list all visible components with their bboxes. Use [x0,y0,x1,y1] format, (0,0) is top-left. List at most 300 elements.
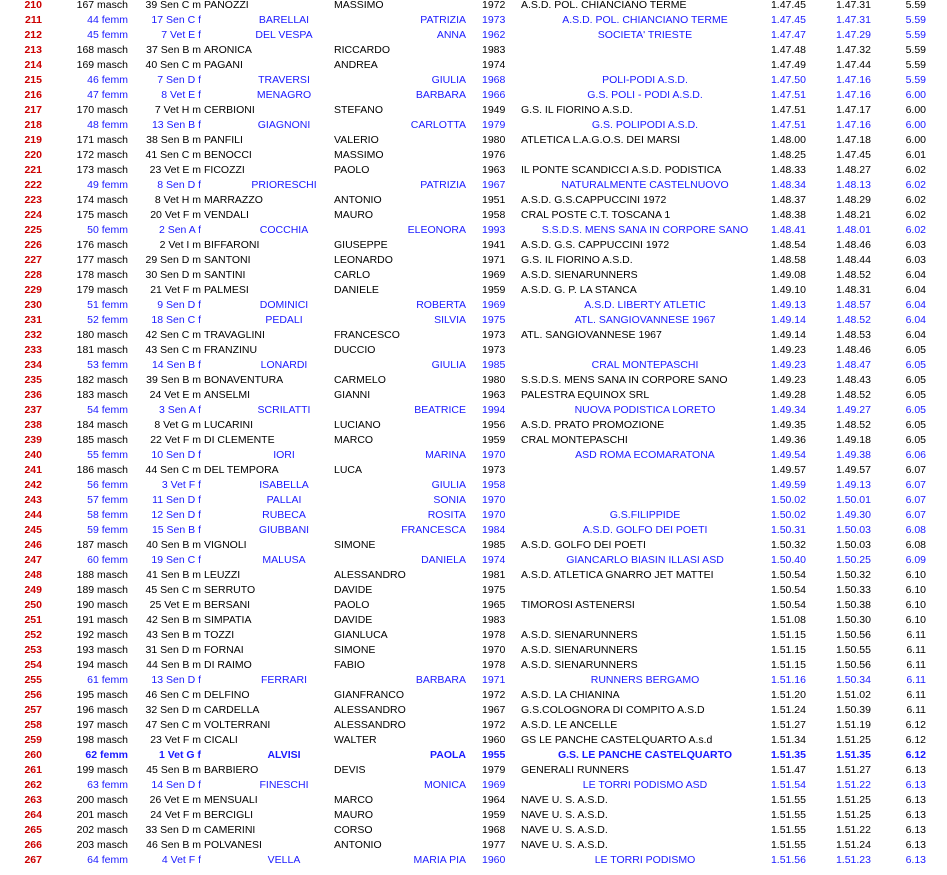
birth-year-cell: 1955 [482,749,506,761]
pace-cell: 6.04 [905,329,926,341]
gun-time-cell: 1.47.47 [770,29,806,41]
birth-year-cell: 1979 [482,119,506,131]
surname-cell: CERBIONI [204,104,255,116]
team-name-cell: GS LE PANCHE CASTELQUARTO A.s.d [521,734,713,746]
birth-year-cell: 1971 [482,254,506,266]
pace-cell: 6.07 [905,509,926,521]
overall-position-cell: 240 [24,449,42,461]
overall-position-cell: 238 [24,419,42,431]
net-time-cell: 1.50.30 [835,614,871,626]
net-time-cell: 1.51.02 [835,689,871,701]
pace-cell: 6.05 [905,434,926,446]
birth-year-cell: 1984 [482,524,506,536]
net-time-cell: 1.47.16 [835,89,871,101]
pace-cell: 6.12 [905,734,926,746]
first-name-cell: ROBERTA [416,299,466,311]
net-time-cell: 1.50.55 [835,644,871,656]
surname-cell: COCCHIA [259,224,309,236]
pace-cell: 5.59 [905,29,926,41]
team-name-cell: SOCIETA' TRIESTE [597,29,693,41]
gender-rank-cell: 194 masch [76,659,128,671]
gender-rank-cell: 202 masch [76,824,128,836]
surname-cell: ALVISI [267,749,301,761]
pace-cell: 6.08 [905,539,926,551]
net-time-cell: 1.47.16 [835,119,871,131]
first-name-cell: MARCO [334,794,374,806]
net-time-cell: 1.49.57 [835,464,871,476]
pace-cell: 6.05 [905,344,926,356]
pace-cell: 6.00 [905,134,926,146]
table-row [0,388,947,403]
category-rank-cell: 41 Sen B m [146,569,201,581]
team-name-cell: G.S. LE PANCHE CASTELQUARTO [557,749,733,761]
gun-time-cell: 1.48.41 [770,224,806,236]
gun-time-cell: 1.48.33 [770,164,806,176]
table-row [0,778,947,793]
gender-rank-cell: 177 masch [76,254,128,266]
category-rank-cell: 8 Vet E f [161,89,201,101]
pace-cell: 5.59 [905,59,926,71]
table-row [0,418,947,433]
category-rank-cell: 33 Sen D m [145,824,201,836]
pace-cell: 6.13 [905,794,926,806]
net-time-cell: 1.47.17 [835,104,871,116]
first-name-cell: FABIO [334,659,365,671]
overall-position-cell: 259 [24,734,42,746]
gun-time-cell: 1.50.54 [770,599,806,611]
gender-rank-cell: 44 femm [87,14,128,26]
gender-rank-cell: 189 masch [76,584,128,596]
category-rank-cell: 4 Vet F f [161,854,201,866]
pace-cell: 6.13 [905,764,926,776]
overall-position-cell: 248 [24,569,42,581]
team-name-cell: A.S.D. G. P. LA STANCA [521,284,637,296]
pace-cell: 6.02 [905,194,926,206]
table-row [0,73,947,88]
overall-position-cell: 221 [24,164,42,176]
gun-time-cell: 1.49.34 [770,404,806,416]
birth-year-cell: 1970 [482,644,506,656]
table-row [0,268,947,283]
surname-cell: TOZZI [204,629,235,641]
pace-cell: 6.11 [906,644,926,656]
surname-cell: BERSANI [204,599,251,611]
net-time-cell: 1.48.21 [835,209,871,221]
team-name-cell: LE TORRI PODISMO [594,854,696,866]
table-row [0,643,947,658]
category-rank-cell: 19 Sen C f [151,554,201,566]
gender-rank-cell: 54 femm [87,404,128,416]
surname-cell: VIGNOLI [204,539,247,551]
overall-position-cell: 253 [24,644,42,656]
pace-cell: 6.02 [905,164,926,176]
surname-cell: SIMPATIA [204,614,252,626]
gender-rank-cell: 169 masch [76,59,128,71]
table-row [0,628,947,643]
birth-year-cell: 1941 [482,239,506,251]
net-time-cell: 1.48.27 [835,164,871,176]
first-name-cell: CARLOTTA [410,119,466,131]
gender-rank-cell: 196 masch [76,704,128,716]
category-rank-cell: 21 Vet F m [150,284,201,296]
team-name-cell: A.S.D. LIBERTY ATLETIC [584,299,706,311]
gender-rank-cell: 171 masch [76,134,128,146]
net-time-cell: 1.48.46 [835,239,871,251]
net-time-cell: 1.50.25 [835,554,871,566]
birth-year-cell: 1975 [482,584,506,596]
first-name-cell: MAURO [334,809,374,821]
pace-cell: 6.11 [906,659,926,671]
birth-year-cell: 1972 [482,0,506,11]
surname-cell: CICALI [204,734,238,746]
team-name-cell: G.S.COLOGNORA DI COMPITO A.S.D [521,704,705,716]
birth-year-cell: 1994 [482,404,506,416]
category-rank-cell: 15 Sen B f [151,524,201,536]
overall-position-cell: 223 [24,194,42,206]
gun-time-cell: 1.50.40 [770,554,806,566]
pace-cell: 6.11 [906,704,926,716]
table-row [0,193,947,208]
overall-position-cell: 213 [24,44,42,56]
surname-cell: BENOCCI [204,149,252,161]
surname-cell: MENSUALI [204,794,258,806]
team-name-cell: NAVE U. S. A.S.D. [521,839,608,851]
pace-cell: 6.05 [905,359,926,371]
surname-cell: FICOZZI [204,164,245,176]
first-name-cell: PATRIZIA [420,14,466,26]
gun-time-cell: 1.50.31 [770,524,806,536]
table-row [0,658,947,673]
team-name-cell: GENERALI RUNNERS [521,764,629,776]
surname-cell: RUBECA [262,509,306,521]
overall-position-cell: 249 [24,584,42,596]
gender-rank-cell: 63 femm [87,779,128,791]
gun-time-cell: 1.49.10 [770,284,806,296]
first-name-cell: BARBARA [415,89,466,101]
net-time-cell: 1.50.34 [835,674,871,686]
gender-rank-cell: 190 masch [76,599,128,611]
birth-year-cell: 1983 [482,44,506,56]
net-time-cell: 1.48.47 [835,359,871,371]
net-time-cell: 1.51.24 [835,839,871,851]
gender-rank-cell: 176 masch [76,239,128,251]
category-rank-cell: 1 Vet G f [158,749,201,761]
pace-cell: 6.11 [906,674,926,686]
birth-year-cell: 1985 [482,539,506,551]
overall-position-cell: 228 [24,269,42,281]
surname-cell: DELFINO [204,689,250,701]
category-rank-cell: 7 Sen D f [157,74,201,86]
overall-position-cell: 241 [24,464,42,476]
pace-cell: 6.09 [905,554,926,566]
surname-cell: POLVANESI [204,839,262,851]
birth-year-cell: 1978 [482,629,506,641]
gender-rank-cell: 50 femm [87,224,128,236]
birth-year-cell: 1973 [482,464,506,476]
team-name-cell: NUOVA PODISTICA LORETO [574,404,716,416]
overall-position-cell: 225 [24,224,42,236]
table-row [0,508,947,523]
net-time-cell: 1.48.46 [835,344,871,356]
first-name-cell: GIULIA [431,359,466,371]
team-name-cell: A.S.D. SIENARUNNERS [521,629,638,641]
table-row [0,598,947,613]
team-name-cell: A.S.D. GOLFO DEI POETI [521,539,646,551]
pace-cell: 6.05 [905,374,926,386]
gender-rank-cell: 200 masch [76,794,128,806]
surname-cell: TRAVERSI [258,74,310,86]
category-rank-cell: 47 Sen C m [145,719,201,731]
overall-position-cell: 266 [24,839,42,851]
gender-rank-cell: 178 masch [76,269,128,281]
surname-cell: PANOZZI [204,0,249,11]
net-time-cell: 1.47.32 [835,44,871,56]
table-row [0,568,947,583]
gender-rank-cell: 172 masch [76,149,128,161]
overall-position-cell: 237 [24,404,42,416]
table-row [0,148,947,163]
net-time-cell: 1.48.44 [835,254,871,266]
team-name-cell: POLI-PODI A.S.D. [602,74,688,86]
team-name-cell: A.S.D. LA CHIANINA [521,689,620,701]
surname-cell: SANTONI [204,254,251,266]
pace-cell: 6.05 [905,389,926,401]
overall-position-cell: 247 [24,554,42,566]
surname-cell: BARBIERO [204,764,259,776]
birth-year-cell: 1966 [482,89,506,101]
overall-position-cell: 230 [24,299,42,311]
gun-time-cell: 1.51.15 [770,659,806,671]
category-rank-cell: 9 Sen D f [157,299,201,311]
category-rank-cell: 11 Sen D f [152,494,201,506]
category-rank-cell: 31 Sen D m [145,644,201,656]
first-name-cell: GIULIA [431,74,466,86]
pace-cell: 6.02 [905,179,926,191]
team-name-cell: A.S.D. G.S.CAPPUCCINI 1972 [521,194,667,206]
team-name-cell: G.S. POLI - PODI A.S.D. [587,89,703,101]
gender-rank-cell: 203 masch [76,839,128,851]
table-row [0,238,947,253]
gun-time-cell: 1.50.02 [770,509,806,521]
gender-rank-cell: 64 femm [87,854,128,866]
birth-year-cell: 1975 [482,314,506,326]
first-name-cell: DAVIDE [334,614,373,626]
gender-rank-cell: 170 masch [76,104,128,116]
birth-year-cell: 1971 [482,674,506,686]
first-name-cell: ALESSANDRO [334,569,406,581]
gender-rank-cell: 201 masch [76,809,128,821]
net-time-cell: 1.51.25 [835,809,871,821]
pace-cell: 6.01 [905,149,926,161]
first-name-cell: PATRIZIA [420,179,466,191]
pace-cell: 6.11 [906,629,926,641]
overall-position-cell: 229 [24,284,42,296]
gender-rank-cell: 185 masch [76,434,128,446]
surname-cell: BIFFARONI [204,239,260,251]
table-row [0,523,947,538]
net-time-cell: 1.47.31 [835,0,871,11]
team-name-cell: A.S.D. SIENARUNNERS [521,269,638,281]
surname-cell: BARELLAI [258,14,310,26]
pace-cell: 6.12 [905,749,926,761]
team-name-cell: NAVE U. S. A.S.D. [521,809,608,821]
birth-year-cell: 1970 [482,509,506,521]
first-name-cell: ELEONORA [407,224,466,236]
gun-time-cell: 1.48.37 [770,194,806,206]
surname-cell: DOMINICI [259,299,309,311]
net-time-cell: 1.50.56 [835,629,871,641]
team-name-cell: G.S. IL FIORINO A.S.D. [521,104,633,116]
overall-position-cell: 245 [24,524,42,536]
gun-time-cell: 1.47.49 [770,59,806,71]
birth-year-cell: 1980 [482,374,506,386]
table-row [0,433,947,448]
birth-year-cell: 1978 [482,659,506,671]
overall-position-cell: 218 [24,119,42,131]
overall-position-cell: 212 [24,29,42,41]
overall-position-cell: 219 [24,134,42,146]
net-time-cell: 1.51.25 [835,734,871,746]
table-row [0,118,947,133]
net-time-cell: 1.48.52 [835,314,871,326]
birth-year-cell: 1993 [482,224,506,236]
team-name-cell: CRAL POSTE C.T. TOSCANA 1 [521,209,671,221]
first-name-cell: SONIA [433,494,466,506]
gun-time-cell: 1.49.14 [770,329,806,341]
net-time-cell: 1.50.03 [835,539,871,551]
team-name-cell: A.S.D. GOLFO DEI POETI [582,524,708,536]
gender-rank-cell: 182 masch [76,374,128,386]
pace-cell: 6.11 [906,689,926,701]
first-name-cell: MONICA [424,779,466,791]
birth-year-cell: 1973 [482,329,506,341]
overall-position-cell: 231 [24,314,42,326]
team-name-cell: G.S. POLIPODI A.S.D. [591,119,699,131]
overall-position-cell: 227 [24,254,42,266]
pace-cell: 6.03 [905,239,926,251]
category-rank-cell: 46 Sen B m [146,839,201,851]
gender-rank-cell: 59 femm [87,524,128,536]
overall-position-cell: 251 [24,614,42,626]
overall-position-cell: 246 [24,539,42,551]
pace-cell: 6.04 [905,269,926,281]
gender-rank-cell: 56 femm [87,479,128,491]
table-row [0,478,947,493]
team-name-cell: IL PONTE SCANDICCI A.S.D. PODISTICA [521,164,722,176]
gender-rank-cell: 48 femm [87,119,128,131]
team-name-cell: GIANCARLO BIASIN ILLASI ASD [566,554,724,566]
gun-time-cell: 1.50.54 [770,569,806,581]
category-rank-cell: 17 Sen C f [151,14,201,26]
category-rank-cell: 22 Vet F m [150,434,201,446]
pace-cell: 6.00 [905,104,926,116]
surname-cell: PAGANI [204,59,243,71]
gun-time-cell: 1.49.14 [770,314,806,326]
team-name-cell: NATURALMENTE CASTELNUOVO [561,179,729,191]
first-name-cell: ANTONIO [334,194,382,206]
gender-rank-cell: 53 femm [87,359,128,371]
surname-cell: FORNAI [204,644,244,656]
surname-cell: LONARDI [260,359,308,371]
birth-year-cell: 1958 [482,209,506,221]
gun-time-cell: 1.48.58 [770,254,806,266]
gender-rank-cell: 199 masch [76,764,128,776]
first-name-cell: STEFANO [334,104,384,116]
category-rank-cell: 14 Sen B f [151,359,201,371]
first-name-cell: WALTER [334,734,377,746]
table-row [0,823,947,838]
category-rank-cell: 39 Sen B m [146,374,201,386]
team-name-cell: A.S.D. PRATO PROMOZIONE [521,419,665,431]
birth-year-cell: 1967 [482,704,506,716]
surname-cell: CAMERINI [204,824,256,836]
gun-time-cell: 1.51.15 [770,629,806,641]
table-row [0,88,947,103]
category-rank-cell: 38 Sen B m [146,134,201,146]
first-name-cell: GIUSEPPE [334,239,388,251]
table-row [0,328,947,343]
surname-cell: DEL TEMPORA [204,464,279,476]
birth-year-cell: 1949 [482,104,506,116]
table-row [0,763,947,778]
first-name-cell: BARBARA [415,674,466,686]
team-name-cell: A.S.D. LE ANCELLE [521,719,618,731]
birth-year-cell: 1969 [482,299,506,311]
gun-time-cell: 1.51.55 [770,794,806,806]
gender-rank-cell: 57 femm [87,494,128,506]
gun-time-cell: 1.51.15 [770,644,806,656]
category-rank-cell: 13 Sen B f [151,119,201,131]
first-name-cell: ANDREA [334,59,378,71]
gender-rank-cell: 49 femm [87,179,128,191]
first-name-cell: MARINA [425,449,466,461]
table-row [0,313,947,328]
first-name-cell: DANIELA [421,554,466,566]
gun-time-cell: 1.48.00 [770,134,806,146]
surname-cell: BONAVENTURA [204,374,284,386]
gender-rank-cell: 193 masch [76,644,128,656]
net-time-cell: 1.47.31 [835,14,871,26]
gun-time-cell: 1.50.54 [770,584,806,596]
overall-position-cell: 254 [24,659,42,671]
table-row [0,163,947,178]
overall-position-cell: 214 [24,59,42,71]
net-time-cell: 1.51.23 [835,854,871,866]
gender-rank-cell: 197 masch [76,719,128,731]
overall-position-cell: 267 [24,854,42,866]
category-rank-cell: 43 Sen B m [146,629,201,641]
first-name-cell: MASSIMO [334,149,384,161]
category-rank-cell: 42 Sen C m [145,329,201,341]
category-rank-cell: 7 Vet E f [161,29,201,41]
table-row [0,178,947,193]
gun-time-cell: 1.47.48 [770,44,806,56]
first-name-cell: LEONARDO [334,254,393,266]
gender-rank-cell: 167 masch [76,0,128,11]
overall-position-cell: 260 [24,749,42,761]
gender-rank-cell: 198 masch [76,734,128,746]
table-row [0,13,947,28]
net-time-cell: 1.49.13 [835,479,871,491]
overall-position-cell: 252 [24,629,42,641]
first-name-cell: ALESSANDRO [334,719,406,731]
overall-position-cell: 222 [24,179,42,191]
first-name-cell: GIANLUCA [334,629,388,641]
overall-position-cell: 262 [24,779,42,791]
net-time-cell: 1.49.27 [835,404,871,416]
surname-cell: MALUSA [262,554,306,566]
birth-year-cell: 1968 [482,824,506,836]
